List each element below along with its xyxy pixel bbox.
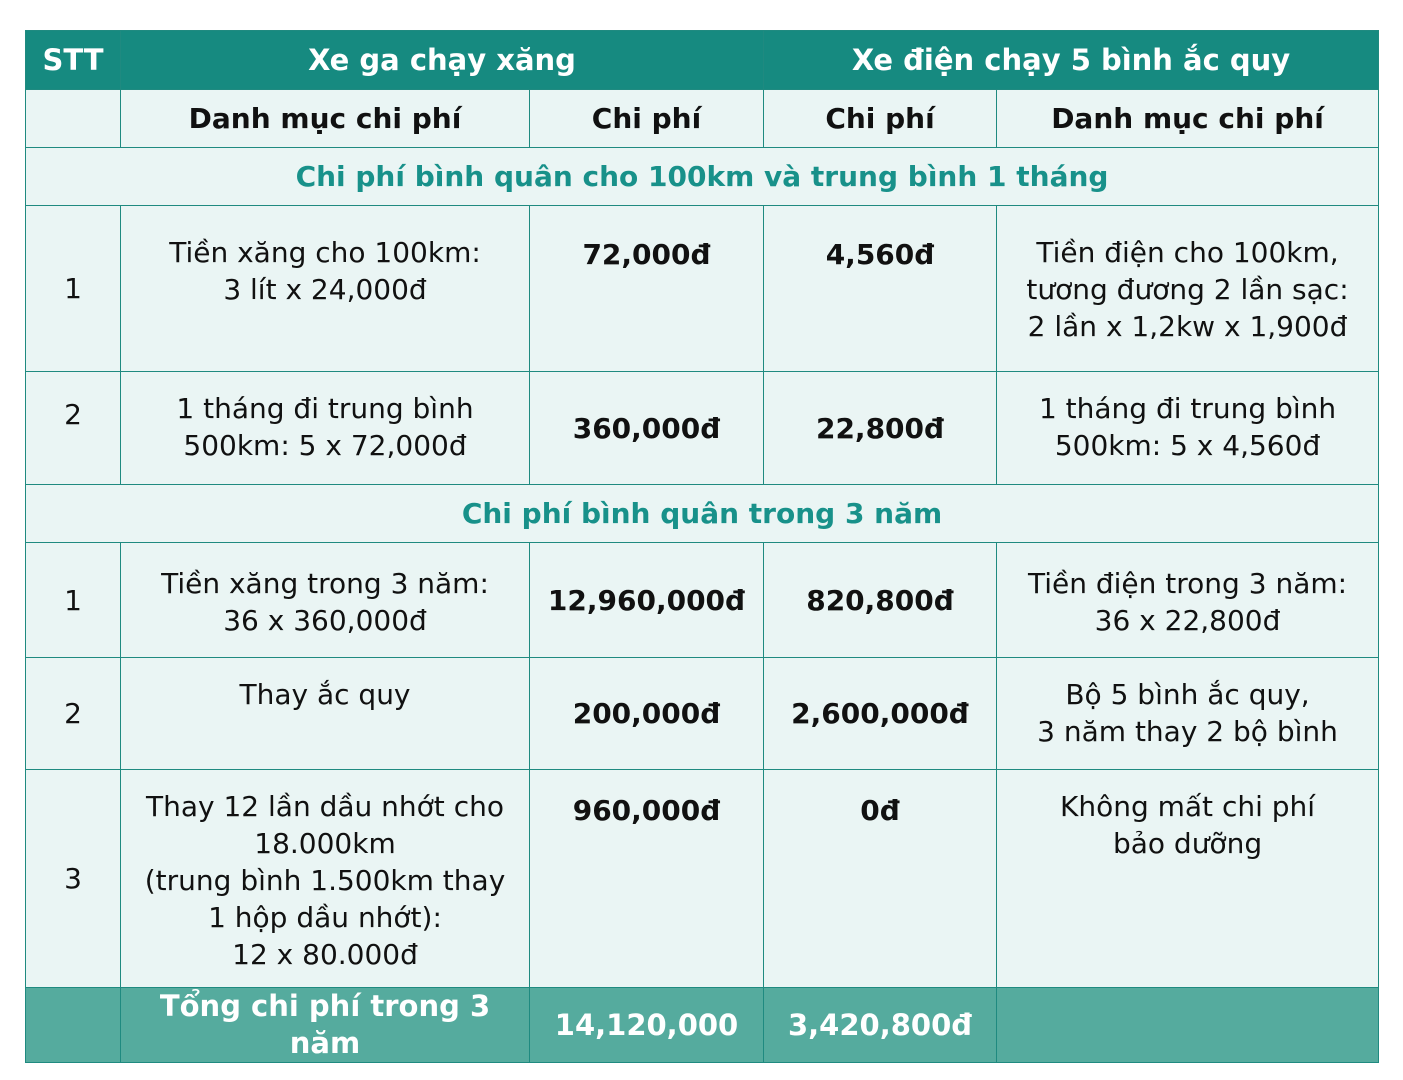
row-petrol-cost: 360,000đ bbox=[530, 372, 764, 485]
row-stt: 2 bbox=[26, 372, 121, 485]
row-electric-cost: 4,560đ bbox=[764, 206, 997, 372]
row-stt: 3 bbox=[26, 770, 121, 988]
row-petrol-desc: Tiền xăng trong 3 năm: 36 x 360,000đ bbox=[121, 543, 530, 658]
header-row-columns bbox=[26, 90, 1379, 148]
header-electric-category: Danh mục chi phí bbox=[997, 90, 1379, 148]
total-stt-blank bbox=[26, 988, 121, 1063]
row-petrol-desc: Thay ắc quy bbox=[121, 658, 530, 770]
total-blank bbox=[997, 988, 1379, 1063]
total-label: Tổng chi phí trong 3 năm bbox=[121, 988, 530, 1063]
row-petrol-desc: Tiền xăng cho 100km: 3 lít x 24,000đ bbox=[121, 206, 530, 372]
total-electric: 3,420,800đ bbox=[764, 988, 997, 1063]
row-petrol-cost: 200,000đ bbox=[530, 658, 764, 770]
table-row bbox=[26, 658, 1379, 770]
header-stt-blank bbox=[26, 90, 121, 148]
header-petrol-group: Xe ga chạy xăng bbox=[121, 31, 764, 90]
table-row bbox=[26, 372, 1379, 485]
row-petrol-cost: 960,000đ bbox=[530, 770, 764, 988]
row-stt: 1 bbox=[26, 543, 121, 658]
header-stt: STT bbox=[26, 31, 121, 90]
total-row bbox=[26, 988, 1379, 1063]
table-row bbox=[26, 543, 1379, 658]
total-petrol: 14,120,000 bbox=[530, 988, 764, 1063]
header-row-groups bbox=[26, 31, 1379, 90]
row-electric-desc: Bộ 5 bình ắc quy, 3 năm thay 2 bộ bình bbox=[997, 658, 1379, 770]
row-petrol-desc: 1 tháng đi trung bình 500km: 5 x 72,000đ bbox=[121, 372, 530, 485]
header-petrol-category: Danh mục chi phí bbox=[121, 90, 530, 148]
header-petrol-cost: Chi phí bbox=[530, 90, 764, 148]
row-electric-cost: 2,600,000đ bbox=[764, 658, 997, 770]
row-electric-desc: Không mất chi phí bảo dưỡng bbox=[997, 770, 1379, 988]
section-row-three-years bbox=[26, 485, 1379, 543]
row-electric-desc: 1 tháng đi trung bình 500km: 5 x 4,560đ bbox=[997, 372, 1379, 485]
row-stt: 1 bbox=[26, 206, 121, 372]
row-electric-desc: Tiền điện cho 100km, tương đương 2 lần sạc: 2 lần x 1,2kw x 1,900đ bbox=[997, 206, 1379, 372]
section-title: Chi phí bình quân cho 100km và trung bình 1 tháng bbox=[26, 148, 1379, 206]
row-petrol-cost: 12,960,000đ bbox=[530, 543, 764, 658]
row-electric-cost: 0đ bbox=[764, 770, 997, 988]
row-petrol-desc: Thay 12 lần dầu nhớt cho 18.000km (trung bình 1.500km thay 1 hộp dầu nhớt): 12 x 80.000đ bbox=[121, 770, 530, 988]
row-electric-cost: 22,800đ bbox=[764, 372, 997, 485]
row-electric-desc: Tiền điện trong 3 năm: 36 x 22,800đ bbox=[997, 543, 1379, 658]
section-row-monthly bbox=[26, 148, 1379, 206]
table-row bbox=[26, 770, 1379, 988]
table-row bbox=[26, 206, 1379, 372]
header-electric-cost: Chi phí bbox=[764, 90, 997, 148]
section-title: Chi phí bình quân trong 3 năm bbox=[26, 485, 1379, 543]
row-petrol-cost: 72,000đ bbox=[530, 206, 764, 372]
header-electric-group: Xe điện chạy 5 bình ắc quy bbox=[764, 31, 1379, 90]
cost-comparison-table bbox=[25, 30, 1379, 1063]
row-electric-cost: 820,800đ bbox=[764, 543, 997, 658]
row-stt: 2 bbox=[26, 658, 121, 770]
